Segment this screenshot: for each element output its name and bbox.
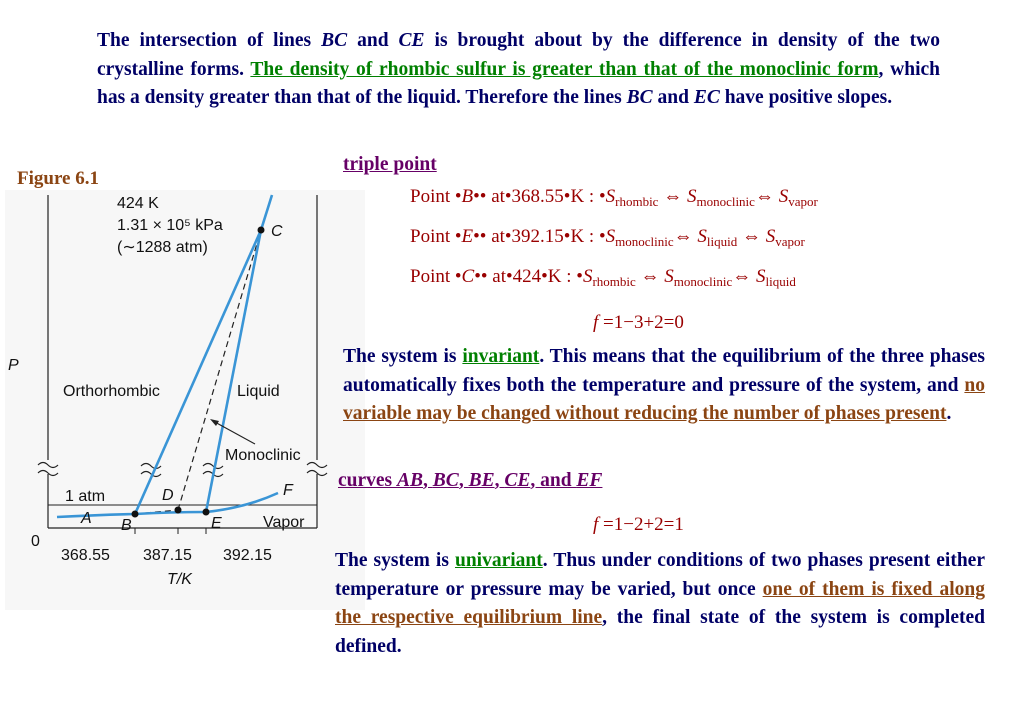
tick-387: 387.15 (143, 547, 192, 564)
point-b-equation: Point •B•• at•368.55•K : $•S_{rhombic}$ ⇔ $S_{monoclinic}\Leftrightarrow$ $S_{vapor}$ (410, 186, 818, 209)
univariant-term[interactable]: univariant (454, 550, 543, 571)
t-ticks (135, 528, 206, 534)
curve-bc (135, 230, 261, 514)
invariant-paragraph: The system is invariant. This means that the equilibrium of the three phases automatically fixes both the temperature and pressure of the system, and no variable may be changed without reducing the number of phases present. (343, 346, 985, 424)
point-c-pressure-atm: (∼1288 atm) (117, 239, 208, 256)
label-c: C (271, 223, 283, 240)
one-atm-label: 1 atm (65, 488, 106, 505)
p-axis-label: P (8, 357, 19, 374)
phase-rule-equation-1: f =1−3+2=0 (593, 312, 684, 333)
curve-ec (206, 230, 261, 512)
tick-392: 392.15 (223, 547, 272, 564)
point-c-equation: Point •C•• at•424•K : $•S_{rhombic}$ ⇔ $S_{monoclinic}\Leftrightarrow$ $S_{liquid}$ (410, 266, 796, 289)
density-statement-link[interactable]: The density of rhombic sulfur is greater than that of the monoclinic form (250, 58, 879, 80)
fixed-line-link[interactable]: one of them is fixed along the respective equilibrium line (335, 578, 985, 628)
point-c-pressure-kpa: 1.31 × 10⁵ kPa (117, 217, 223, 234)
triple-point-heading: triple point (343, 154, 437, 175)
region-liquid: Liquid (237, 383, 280, 400)
label-a: A (81, 510, 92, 527)
label-e: E (211, 515, 222, 532)
curve-be (135, 512, 206, 514)
phase-diagram (5, 190, 365, 610)
label-b: B (121, 517, 132, 534)
point-b-dot (132, 511, 139, 518)
phase-rule-equation-2: f =1−2+2=1 (593, 514, 684, 535)
intro-paragraph: The intersection of lines BC and CE is brought about by the difference in density of the two crystalline forms. The density of rhombic sulfur is greater than that of the monoclinic form, which has a density greater than that of the liquid. Therefore the lines BC and EC have positive slopes. (97, 30, 940, 108)
point-e-dot (203, 509, 210, 516)
phase-diagram-svg (5, 190, 365, 610)
zero-label: 0 (31, 533, 40, 550)
tick-368: 368.55 (61, 547, 110, 564)
axis-break-marks (38, 463, 327, 477)
univariant-paragraph: The system is univariant. Thus under conditions of two phases present either temperature or pressure may be varied, but once one of them is fixed along the respective equilibrium line, the final state of the system is completed defined. (335, 550, 985, 657)
invariant-term[interactable]: invariant (462, 346, 540, 367)
curves-heading: curves AB, BC, BE, CE, and EF (338, 470, 603, 491)
figure-caption: Figure 6.1 (17, 168, 99, 189)
point-d-dot (175, 507, 182, 514)
point-e-equation: Point •E•• at•392.15•K : $•S_{monoclinic}\Leftrightarrow$ $S_{liquid}$ ⇔ $S_{vapor}$ (410, 226, 805, 249)
t-axis-label: T/K (167, 571, 192, 588)
curve-ef (206, 493, 278, 512)
monoclinic-arrowhead (210, 419, 219, 426)
region-orthorhombic: Orthorhombic (63, 383, 160, 400)
point-c-dot (258, 227, 265, 234)
region-vapor: Vapor (263, 514, 305, 531)
label-d: D (162, 487, 174, 504)
point-c-temp: 424 K (117, 195, 159, 212)
label-f: F (283, 482, 293, 499)
region-monoclinic: Monoclinic (225, 447, 301, 464)
no-variable-link[interactable]: no variable may be changed without reducing the number of phases present (343, 374, 985, 424)
